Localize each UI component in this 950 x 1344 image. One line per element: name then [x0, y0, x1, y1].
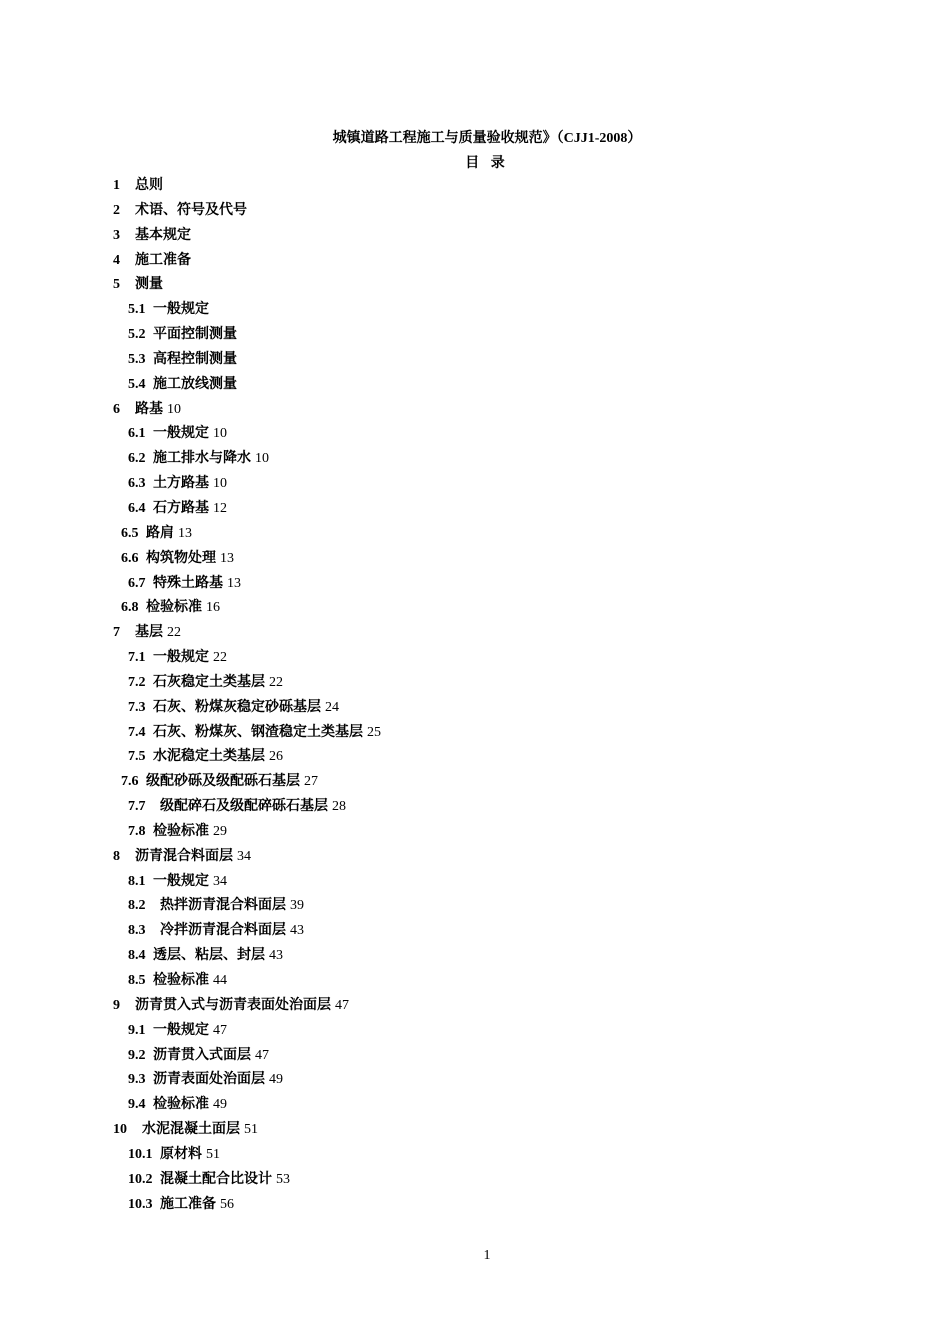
toc-entry[interactable]: [0, 398, 950, 423]
toc-entry-page: 22: [269, 674, 283, 690]
toc-entry-label: 施工准备: [160, 1196, 216, 1212]
toc-entry-number: 5.3: [128, 351, 146, 367]
toc-entry[interactable]: [0, 1143, 950, 1168]
toc-entry-number: 6.8: [121, 600, 139, 616]
toc-entry[interactable]: [0, 596, 950, 621]
toc-entry-number: 8.1: [128, 873, 146, 889]
toc-entry-label: 检验标准: [153, 973, 209, 988]
toc-entry-page: 16: [206, 600, 220, 616]
toc-entry-page: 51: [206, 1146, 220, 1162]
toc-entry[interactable]: [0, 572, 950, 597]
toc-entry[interactable]: [0, 522, 950, 547]
toc-entry[interactable]: [0, 373, 950, 398]
toc-entry-label: 级配砂砾及级配砾石基层: [146, 774, 300, 790]
toc-entry-page: 43: [290, 923, 304, 939]
toc-entry-page: 10: [213, 426, 227, 442]
toc-entry-page: 28: [332, 799, 346, 815]
toc-entry-page: 49: [213, 1097, 227, 1113]
toc-entry-number: 9.1: [128, 1022, 146, 1038]
toc-entry-label: 总则: [135, 178, 163, 193]
toc-entry-page: 34: [213, 873, 227, 889]
toc-entry[interactable]: [0, 745, 950, 770]
toc-entry-number: 4: [113, 252, 120, 268]
toc-entry-label: 石方路基: [153, 500, 209, 516]
toc-entry-number: 3: [113, 227, 120, 243]
toc-entry[interactable]: [0, 621, 950, 646]
toc-entry-page: 24: [325, 699, 339, 715]
toc-entry[interactable]: [0, 174, 950, 199]
toc-entry[interactable]: [0, 696, 950, 721]
toc-entry-page: 10: [255, 451, 269, 467]
toc-entry-label: 施工放线测量: [153, 376, 237, 392]
toc-entry-number: 8.4: [128, 948, 146, 964]
toc-entry[interactable]: [0, 994, 950, 1019]
toc-entry-label: 热拌沥青混合料面层: [160, 898, 286, 914]
toc-entry-page: 49: [269, 1072, 283, 1088]
toc-entry-number: 9.2: [128, 1047, 146, 1063]
toc-entry-page: 47: [213, 1022, 227, 1038]
toc-entry-label: 沥青贯入式与沥青表面处治面层: [135, 997, 331, 1013]
toc-entry[interactable]: [0, 894, 950, 919]
toc-entry[interactable]: [0, 348, 950, 373]
toc-entry-number: 7.8: [128, 823, 146, 839]
toc-entry[interactable]: [0, 472, 950, 497]
toc-entry-label: 沥青混合料面层: [135, 848, 233, 864]
toc-entry-label: 一般规定: [153, 1022, 209, 1038]
toc-entry-label: 术语、符号及代号: [135, 202, 247, 218]
toc-entry-label: 级配碎石及级配碎砾石基层: [160, 799, 328, 815]
toc-entry-page: 13: [227, 575, 241, 591]
toc-entry-label: 高程控制测量: [153, 351, 237, 367]
toc-entry-number: 6.3: [128, 476, 146, 492]
toc-entry-label: 原材料: [160, 1146, 202, 1162]
toc-entry-page: 22: [167, 625, 181, 641]
toc-entry[interactable]: [0, 249, 950, 274]
toc-entry-page: 10: [167, 401, 181, 417]
toc-entry-label: 基层: [135, 625, 163, 641]
toc-entry-number: 10.2: [128, 1171, 153, 1187]
toc-entry-number: 7.1: [128, 650, 146, 666]
toc-entry-label: 冷拌沥青混合料面层: [160, 923, 286, 939]
toc-entry-number: 10.3: [128, 1196, 153, 1212]
toc-entry-number: 6.2: [128, 451, 146, 467]
toc-entry-label: 混凝土配合比设计: [160, 1171, 272, 1187]
toc-entry-page: 29: [213, 823, 227, 839]
toc-entry-page: 53: [276, 1171, 290, 1187]
toc-entry[interactable]: [0, 944, 950, 969]
toc-entry-number: 7.2: [128, 674, 146, 690]
toc-entry[interactable]: [0, 298, 950, 323]
toc-entry-label: 特殊土路基: [153, 575, 223, 591]
toc-entry-page: 10: [213, 476, 227, 492]
toc-entry[interactable]: [0, 1193, 950, 1218]
toc-entry-label: 透层、粘层、封层: [153, 948, 265, 964]
toc-entry[interactable]: [0, 919, 950, 944]
toc-entry-page: 44: [213, 973, 227, 988]
toc-entry-page: 13: [178, 525, 192, 541]
toc-entry-number: 5: [113, 277, 120, 293]
toc-entry-label: 石灰稳定土类基层: [153, 674, 265, 690]
toc-entry-number: 5.2: [128, 327, 146, 343]
toc-entry[interactable]: [0, 1044, 950, 1069]
toc-entry-label: 路基: [135, 401, 163, 417]
toc-entry[interactable]: [0, 1168, 950, 1193]
toc-entry-label: 检验标准: [146, 600, 202, 616]
toc-entry[interactable]: [0, 1019, 950, 1044]
toc-entry-label: 检验标准: [153, 1097, 209, 1113]
toc-entry-number: 7.6: [121, 774, 139, 790]
toc-entry-label: 检验标准: [153, 823, 209, 839]
toc-entry-label: 施工准备: [135, 252, 191, 268]
toc-entry[interactable]: [0, 646, 950, 671]
toc-entry-page: 56: [220, 1196, 234, 1212]
toc-entry[interactable]: [0, 497, 950, 522]
toc-entry-number: 6.7: [128, 575, 146, 591]
toc-entry-label: 测量: [135, 277, 163, 293]
toc-entry[interactable]: [0, 770, 950, 795]
toc-entry-number: 9.3: [128, 1072, 146, 1088]
toc-entry-number: 8.5: [128, 973, 146, 988]
toc-entry[interactable]: [0, 224, 950, 249]
toc-entry[interactable]: [0, 870, 950, 895]
toc-entry-label: 一般规定: [153, 650, 209, 666]
toc-entry-label: 石灰、粉煤灰稳定砂砾基层: [153, 699, 321, 715]
toc-entry-label: 施工排水与降水: [153, 451, 251, 467]
toc-entry-label: 一般规定: [153, 302, 209, 318]
toc-entry-number: 5.4: [128, 376, 146, 392]
toc-entry-number: 8.2: [128, 898, 146, 914]
page-number: 1: [483, 1248, 491, 1263]
toc-entry-label: 水泥稳定土类基层: [153, 749, 265, 765]
toc-entry-page: 47: [255, 1047, 269, 1063]
toc-entry[interactable]: [0, 721, 950, 746]
toc-entry-label: 平面控制测量: [153, 327, 237, 343]
toc-entry-number: 7: [113, 625, 120, 641]
toc-entry-page: 26: [269, 749, 283, 765]
toc-entry-number: 1: [113, 178, 120, 193]
toc-entry[interactable]: [0, 323, 950, 348]
toc-entry[interactable]: [0, 1118, 950, 1143]
toc-entry-page: 22: [213, 650, 227, 666]
toc-entry[interactable]: [0, 795, 950, 820]
toc-entry[interactable]: [0, 1093, 950, 1118]
toc-entry-label: 构筑物处理: [146, 550, 216, 566]
toc-entry-number: 7.4: [128, 724, 146, 740]
toc-entry-label: 土方路基: [153, 476, 209, 492]
toc-entry-number: 10: [113, 1122, 127, 1138]
toc-entry-page: 47: [335, 997, 349, 1013]
toc-entry-page: 51: [244, 1122, 258, 1138]
toc-entry-number: 2: [113, 202, 120, 218]
toc-entry[interactable]: [0, 845, 950, 870]
toc-entry[interactable]: [0, 273, 950, 298]
toc-entry[interactable]: [0, 1068, 950, 1093]
toc-entry-page: 43: [269, 948, 283, 964]
toc-entry-label: 水泥混凝土面层: [142, 1122, 240, 1138]
toc-entry-page: 39: [290, 898, 304, 914]
toc-entry-label: 沥青贯入式面层: [153, 1047, 251, 1063]
toc-entry-number: 6.4: [128, 500, 146, 516]
toc-entry-number: 6.1: [128, 426, 146, 442]
toc-entry-number: 8: [113, 848, 120, 864]
toc-entry-label: 基本规定: [135, 227, 191, 243]
toc-entry-number: 9.4: [128, 1097, 146, 1113]
document-title: 城镇道路工程施工与质量验收规范》（CJJ1-2008）: [332, 131, 642, 146]
table-of-contents: [0, 174, 950, 1217]
toc-entry-number: 6.6: [121, 550, 139, 566]
toc-entry-label: 沥青表面处治面层: [153, 1072, 265, 1088]
toc-entry-number: 7.5: [128, 749, 146, 765]
toc-entry-number: 7.7: [128, 799, 146, 815]
toc-entry-label: 一般规定: [153, 873, 209, 889]
toc-entry-number: 10.1: [128, 1146, 153, 1162]
toc-entry-page: 12: [213, 500, 227, 516]
toc-entry-number: 7.3: [128, 699, 146, 715]
toc-heading: 目 录: [465, 156, 509, 171]
toc-entry[interactable]: [0, 547, 950, 572]
toc-entry-label: 路肩: [146, 525, 174, 541]
toc-entry-number: 6: [113, 401, 120, 417]
toc-entry[interactable]: [0, 671, 950, 696]
toc-entry-label: 石灰、粉煤灰、钢渣稳定土类基层: [153, 724, 363, 740]
toc-entry-page: 25: [367, 724, 381, 740]
toc-entry[interactable]: [0, 447, 950, 472]
toc-entry-page: 13: [220, 550, 234, 566]
toc-entry-page: 27: [304, 774, 318, 790]
toc-entry-number: 9: [113, 997, 120, 1013]
toc-entry-number: 8.3: [128, 923, 146, 939]
toc-entry-label: 一般规定: [153, 426, 209, 442]
toc-entry[interactable]: [0, 199, 950, 224]
toc-entry-page: 34: [237, 848, 251, 864]
toc-entry[interactable]: [0, 422, 950, 447]
toc-entry[interactable]: [0, 969, 950, 994]
toc-entry[interactable]: [0, 820, 950, 845]
toc-entry-number: 5.1: [128, 302, 146, 318]
toc-entry-number: 6.5: [121, 525, 139, 541]
